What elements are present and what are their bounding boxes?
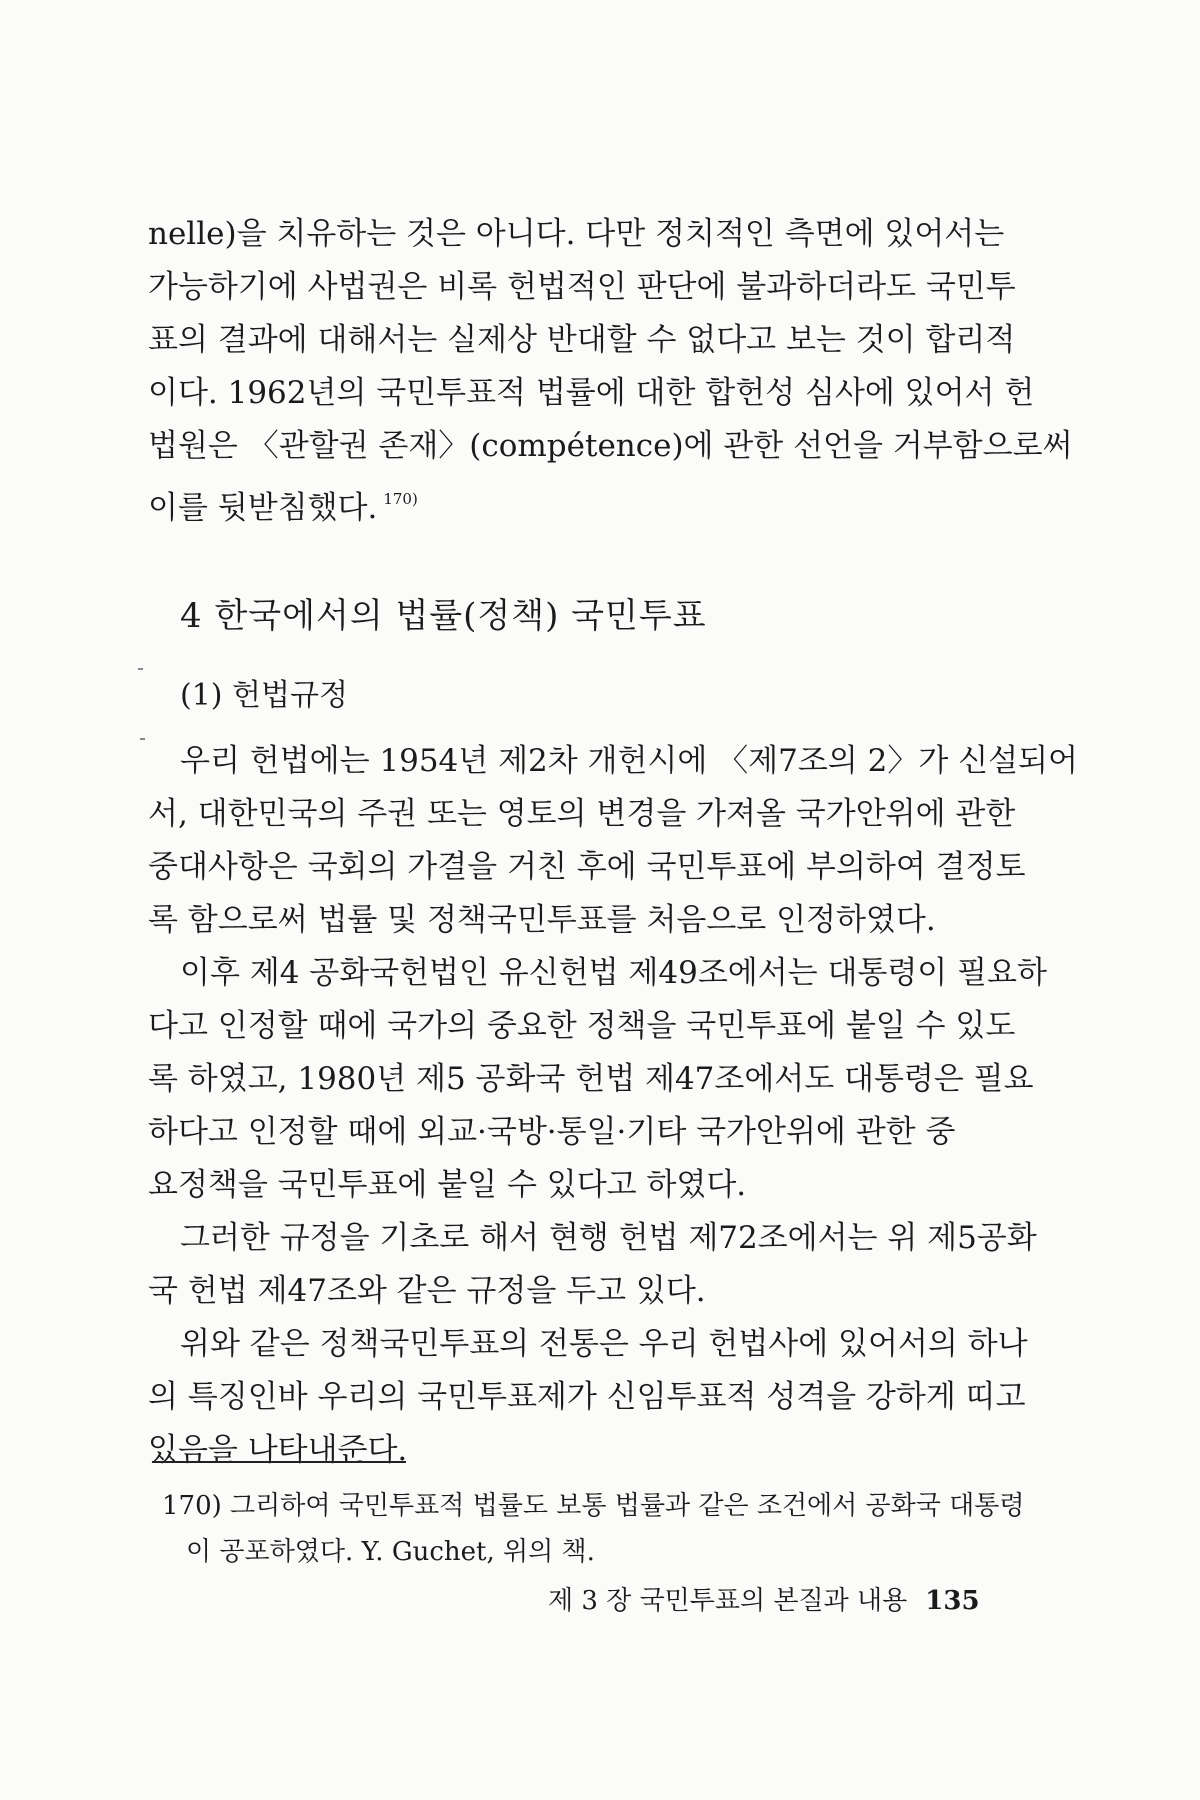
text-line: 요정책을 국민투표에 붙일 수 있다고 하였다. — [148, 1167, 747, 1203]
running-footer — [548, 1580, 980, 1617]
text-line: 우리 헌법에는 1954년 제2차 개헌시에 〈제7조의 2〉가 신설되어 — [180, 743, 1078, 779]
text-line: 법원은 〈관할권 존재〉(compétence)에 관한 선언을 거부함으로써 — [148, 428, 1073, 464]
text-line: 중대사항은 국회의 가결을 거친 후에 국민투표에 부의하여 결정토 — [148, 849, 1026, 885]
text-line: 표의 결과에 대해서는 실제상 반대할 수 없다고 보는 것이 합리적 — [148, 322, 1016, 358]
footnote-reference[interactable]: 170) — [383, 490, 418, 508]
section-body — [148, 735, 1078, 1477]
text-line — [148, 473, 988, 535]
margin-mark — [140, 738, 145, 740]
text-line: 이후 제4 공화국헌법인 유신헌법 제49조에서는 대통령이 필요하 — [180, 955, 1047, 991]
text-line: 있음을 나타내준다. — [148, 1432, 408, 1468]
footnote — [162, 1483, 1025, 1575]
text-line: 의 특징인바 우리의 국민투표제가 신임투표적 성격을 강하게 띠고 — [148, 1379, 1026, 1415]
text-line: 그러한 규정을 기초로 해서 현행 헌법 제72조에서는 위 제5공화 — [180, 1220, 1037, 1256]
text-line: 하다고 인정할 때에 외교·국방·통일·기타 국가안위에 관한 중 — [148, 1114, 956, 1150]
subsection-heading: (1) 헌법규정 — [180, 678, 348, 713]
text-line: 국 헌법 제47조와 같은 규정을 두고 있다. — [148, 1273, 706, 1309]
intro-paragraph — [148, 208, 1073, 535]
text-line: 서, 대한민국의 주권 또는 영토의 변경을 가져올 국가안위에 관한 — [148, 796, 1016, 832]
footnote-line: 이 공포하였다. Y. Guchet, 위의 책. — [186, 1537, 595, 1567]
text-line-content: 이를 뒷받침했다. — [148, 490, 378, 526]
text-line: 다고 인정할 때에 국가의 중요한 정책을 국민투표에 붙일 수 있도 — [148, 1008, 1016, 1044]
text-line: 록 하였고, 1980년 제5 공화국 헌법 제47조에서도 대통령은 필요 — [148, 1061, 1034, 1097]
chapter-title: 제 3 장 국민투표의 본질과 내용 — [548, 1586, 908, 1616]
margin-mark — [138, 668, 143, 670]
section-heading: 4 한국에서의 법률(정책) 국민투표 — [180, 596, 707, 636]
text-line: 이다. 1962년의 국민투표적 법률에 대한 합헌성 심사에 있어서 헌 — [148, 375, 1035, 411]
text-line: 록 함으로써 법률 및 정책국민투표를 처음으로 인정하였다. — [148, 902, 936, 938]
footnote-divider — [152, 1461, 406, 1463]
text-line: 가능하기에 사법권은 비록 헌법적인 판단에 불과하더라도 국민투 — [148, 269, 1016, 305]
text-line: nelle)을 치유하는 것은 아니다. 다만 정치적인 측면에 있어서는 — [148, 216, 1005, 252]
footnote-line: 170) 그리하여 국민투표적 법률도 보통 법률과 같은 조건에서 공화국 대통령 — [162, 1491, 1025, 1521]
text-line: 위와 같은 정책국민투표의 전통은 우리 헌법사에 있어서의 하나 — [180, 1326, 1028, 1362]
page-number: 135 — [925, 1586, 980, 1616]
